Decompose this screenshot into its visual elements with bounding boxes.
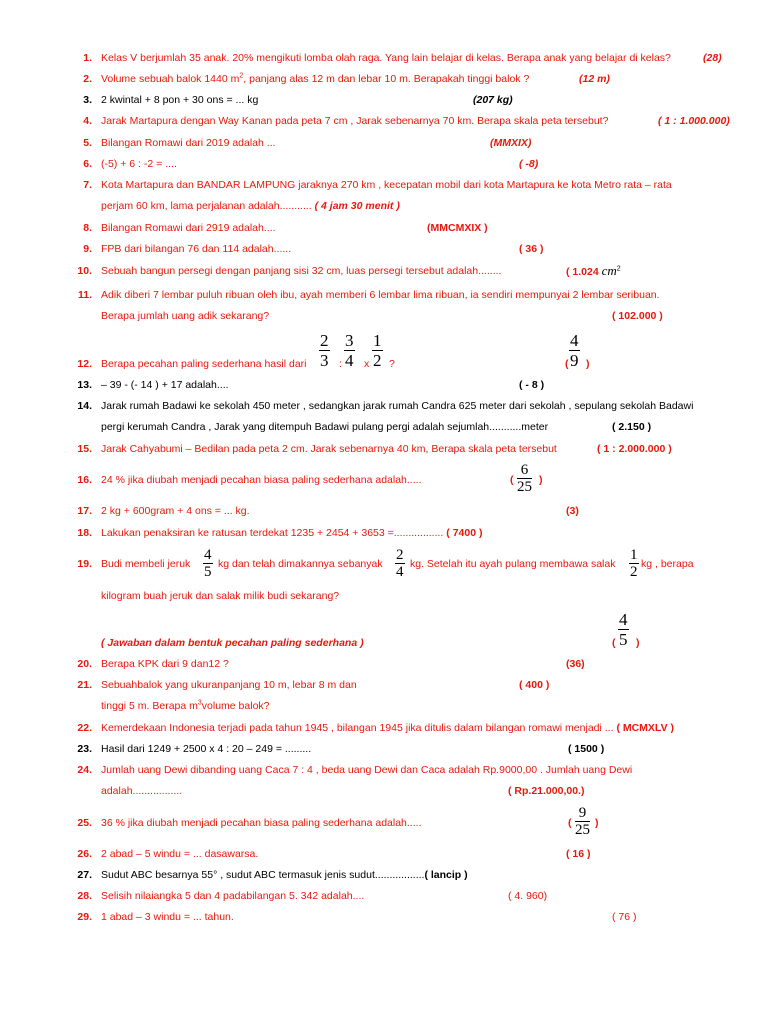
- answer-open-paren: (: [612, 637, 616, 649]
- question-text: FPB dari bilangan 76 dan 114 adalah......: [101, 243, 292, 255]
- answer: ( - 8 ): [519, 379, 545, 391]
- question-text: Jumlah uang Dewi dibanding uang Caca 7 : 4 , beda uang Dewi dan Caca adalah Rp.9000,00 . Jumlah uang Dewi: [101, 764, 633, 776]
- question-text: Selisih nilaiangka 5 dan 4 padabilangan 5. 342 adalah....: [101, 890, 365, 902]
- question-number: 7.: [83, 179, 92, 191]
- question-number: 11.: [77, 289, 92, 301]
- question-number: 9.: [83, 243, 92, 255]
- answer: (12 m): [579, 73, 610, 85]
- question-21: [0, 677, 768, 693]
- answer: ( 1.024 $cm^2$: [566, 263, 621, 278]
- question-text: Lakukan penaksiran ke ratusan terdekat 1235 + 2454 + 3653 =................. ( 7400 ): [101, 527, 483, 539]
- question-text: Kota Martapura dan BANDAR LAMPUNG jaraknya 270 km , kecepatan mobil dari kota Martapura ke kota Metro rata – rata: [101, 179, 672, 191]
- question-18: [0, 525, 768, 541]
- answer: ( 4 jam 30 menit ): [314, 200, 400, 212]
- question-number: 22.: [77, 722, 92, 734]
- question-25: [0, 815, 768, 831]
- question-text: – 39 - (- 14 ) + 17 adalah....: [101, 379, 229, 391]
- question-text: 2 kwintal + 8 pon + 30 ons = ... kg: [101, 94, 259, 106]
- question-1: [0, 50, 768, 66]
- fraction-2-4: $\frac{2}{4}$: [396, 547, 404, 580]
- question-text: Jarak rumah Badawi ke sekolah 450 meter , sedangkan jarak rumah Candra 625 meter dari sekolah , sepulang sekolah Badawi: [101, 400, 694, 412]
- answer: ( Rp.21.000,00.): [508, 785, 585, 797]
- answer: (36): [566, 658, 585, 670]
- answer-open-paren: (: [565, 358, 569, 370]
- question-6: [0, 156, 768, 172]
- question-text-continued: pergi kerumah Candra , Jarak yang ditempuh Badawi pulang pergi adalah sejumlah...........meter: [101, 421, 549, 433]
- question-number: 1.: [83, 52, 92, 64]
- question-20: [0, 656, 768, 672]
- answer-fraction: $\frac{4}{5}$: [619, 610, 628, 649]
- question-3: [0, 92, 768, 108]
- question-number: 10.: [77, 265, 92, 277]
- question-4: [0, 113, 768, 129]
- question-7-line-2: [0, 198, 768, 214]
- question-text-continued: kilogram buah jeruk dan salak milik budi sekarang?: [101, 590, 340, 602]
- question-text-continued: adalah.................: [101, 785, 183, 797]
- question-number: 12.: [77, 358, 92, 370]
- question-text: Sebuah bangun persegi dengan panjang sisi 32 cm, luas persegi tersebut adalah........: [101, 265, 502, 277]
- question-number: 13.: [77, 379, 92, 391]
- answer-fraction: $\frac{4}{9}$: [570, 331, 579, 370]
- question-text: Bilangan Romawi dari 2919 adalah....: [101, 222, 276, 234]
- answer: ( 7400 ): [446, 527, 483, 539]
- question-number: 24.: [77, 764, 92, 776]
- answer: (3): [566, 505, 579, 517]
- question-text: Hasil dari 1249 + 2500 x 4 : 20 – 249 = .........: [101, 743, 312, 755]
- answer-open-paren: (: [568, 817, 572, 829]
- answer: ( 16 ): [566, 848, 591, 860]
- question-text-continued: Berapa jumlah uang adik sekarang?: [101, 310, 270, 322]
- answer-fraction: $\frac{6}{25}$: [517, 462, 532, 495]
- answer-close-paren: ): [595, 817, 599, 829]
- answer: ( MCMXLV ): [616, 722, 674, 734]
- question-28: [0, 888, 768, 904]
- question-text-part-3: kg. Setelah itu ayah pulang membawa salak: [410, 558, 616, 570]
- answer: ( lancip ): [424, 869, 468, 881]
- answer-close-paren: ): [539, 474, 543, 486]
- answer: ( -8): [519, 158, 539, 170]
- question-text: Sebuahbalok yang ukuranpanjang 10 m, lebar 8 m dan: [101, 679, 357, 691]
- question-text: 36 % jika diubah menjadi pecahan biasa paling sederhana adalah.....: [101, 817, 422, 829]
- question-number: 15.: [77, 443, 92, 455]
- question-24: [0, 762, 768, 778]
- answer: ( 1500 ): [568, 743, 605, 755]
- question-21-line-2: [0, 698, 768, 714]
- question-text: Volume sebuah balok 1440 $m^2$, panjang alas 12 m dan lebar 10 m. Berapakah tinggi balok ?: [101, 72, 530, 85]
- answer-fraction: $\frac{9}{25}$: [575, 805, 590, 838]
- question-number: 3.: [83, 94, 92, 106]
- question-2: [0, 71, 768, 87]
- question-7: [0, 177, 768, 193]
- answer-open-paren: (: [510, 474, 514, 486]
- answer: ( 76 ): [612, 911, 637, 923]
- question-text: 24 % jika diubah menjadi pecahan biasa paling sederhana adalah.....: [101, 474, 422, 486]
- answer: ( 400 ): [519, 679, 550, 691]
- question-15: [0, 441, 768, 457]
- question-number: 18.: [77, 527, 92, 539]
- answer-instruction: ( Jawaban dalam bentuk pecahan paling sederhana ): [101, 637, 364, 649]
- question-12: [0, 356, 768, 372]
- answer: ( 4. 960): [508, 890, 548, 902]
- question-text: 2 abad – 5 windu = ... dasawarsa.: [101, 848, 259, 860]
- fraction-3-4: $\frac{3}{4}$: [345, 331, 354, 370]
- question-text: Berapa pecahan paling sederhana hasil dari: [101, 358, 307, 370]
- question-number: 6.: [83, 158, 92, 170]
- question-10: [0, 263, 768, 279]
- answer: (MMCMXIX ): [427, 222, 488, 234]
- question-text: 2 kg + 600gram + 4 ons = ... kg.: [101, 505, 250, 517]
- question-16: [0, 472, 768, 488]
- answer: ( 102.000 ): [612, 310, 663, 322]
- question-24-line-2: [0, 783, 768, 799]
- question-text: Kemerdekaan Indonesia terjadi pada tahun 1945 , bilangan 1945 jika ditulis dalam bilangan romawi menjadi ... ( MCMXLV ): [101, 722, 674, 734]
- question-26: [0, 846, 768, 862]
- question-text: Jarak Martapura dengan Way Kanan pada peta 7 cm , Jarak sebenarnya 70 km. Berapa skala peta tersebut?: [101, 115, 609, 127]
- question-number: 2.: [83, 73, 92, 85]
- question-text: (-5) + 6 : -2 = ....: [101, 158, 177, 170]
- question-text: Adik diberi 7 lembar puluh ribuan oleh ibu, ayah memberi 6 lembar lima ribuan, ia sendiri mempunyai 2 lembar seribuan.: [101, 289, 660, 301]
- answer: (MMXIX): [490, 137, 532, 149]
- question-number: 19.: [77, 558, 92, 570]
- question-number: 28.: [77, 890, 92, 902]
- question-number: 23.: [77, 743, 92, 755]
- operator-multiply: x: [364, 358, 370, 370]
- question-mark: ?: [389, 358, 395, 370]
- question-5: [0, 135, 768, 151]
- question-text-continued: tinggi 5 m. Berapa $m^3volume$ balok?: [101, 699, 270, 712]
- question-19: [0, 556, 768, 572]
- answer: (207 kg): [473, 94, 513, 106]
- question-number: 26.: [77, 848, 92, 860]
- question-text-continued: perjam 60 km, lama perjalanan adalah........... ( 4 jam 30 menit ): [101, 200, 400, 212]
- question-14-line-2: [0, 419, 768, 435]
- question-text: Kelas V berjumlah 35 anak. 20% mengikuti lomba olah raga. Yang lain belajar di kelas. Berapa anak yang belajar di kelas?: [101, 52, 671, 64]
- fraction-4-5: $\frac{4}{5}$: [204, 547, 212, 580]
- question-text: Bilangan Romawi dari 2019 adalah ...: [101, 137, 276, 149]
- question-text-part-4: kg , berapa: [641, 558, 694, 570]
- question-text: 1 abad – 3 windu = ... tahun.: [101, 911, 234, 923]
- answer-close-paren: ): [636, 637, 640, 649]
- question-number: 5.: [83, 137, 92, 149]
- question-19-line-3: [0, 635, 768, 651]
- question-number: 27.: [77, 869, 92, 881]
- question-number: 4.: [83, 115, 92, 127]
- fraction-1-2: $\frac{1}{2}$: [630, 547, 638, 580]
- question-text: Jarak Cahyabumi – Bedilan pada peta 2 cm. Jarak sebenarnya 40 km, Berapa skala peta tersebut: [101, 443, 557, 455]
- question-9: [0, 241, 768, 257]
- question-text-part-2: kg dan telah dimakannya sebanyak: [218, 558, 383, 570]
- question-27: [0, 867, 768, 883]
- question-22: [0, 720, 768, 736]
- answer: (28): [703, 52, 722, 64]
- answer: ( 1 : 1.000.000): [658, 115, 730, 127]
- answer: ( 36 ): [519, 243, 544, 255]
- question-13: [0, 377, 768, 393]
- answer-close-paren: ): [586, 358, 590, 370]
- question-number: 17.: [77, 505, 92, 517]
- question-number: 16.: [77, 474, 92, 486]
- question-number: 29.: [77, 911, 92, 923]
- fraction-2-3: $\frac{2}{3}$: [320, 331, 329, 370]
- fraction-1-2: $\frac{1}{2}$: [373, 331, 382, 370]
- question-number: 20.: [77, 658, 92, 670]
- question-number: 8.: [83, 222, 92, 234]
- question-number: 25.: [77, 817, 92, 829]
- question-14: [0, 398, 768, 414]
- operator-divide: :: [339, 358, 342, 370]
- answer: ( 2.150 ): [612, 421, 652, 433]
- question-text: Sudut ABC besarnya 55° , sudut ABC termasuk jenis sudut.................( lancip ): [101, 869, 468, 881]
- question-11: [0, 287, 768, 303]
- question-19-line-2: [0, 588, 768, 604]
- question-29: [0, 909, 768, 925]
- question-number: 14.: [77, 400, 92, 412]
- question-8: [0, 220, 768, 236]
- question-23: [0, 741, 768, 757]
- question-text: Berapa KPK dari 9 dan12 ?: [101, 658, 229, 670]
- question-17: [0, 503, 768, 519]
- question-number: 21.: [77, 679, 92, 691]
- question-text-part-1: Budi membeli jeruk: [101, 558, 191, 570]
- question-11-line-2: [0, 308, 768, 324]
- answer: ( 1 : 2.000.000 ): [597, 443, 672, 455]
